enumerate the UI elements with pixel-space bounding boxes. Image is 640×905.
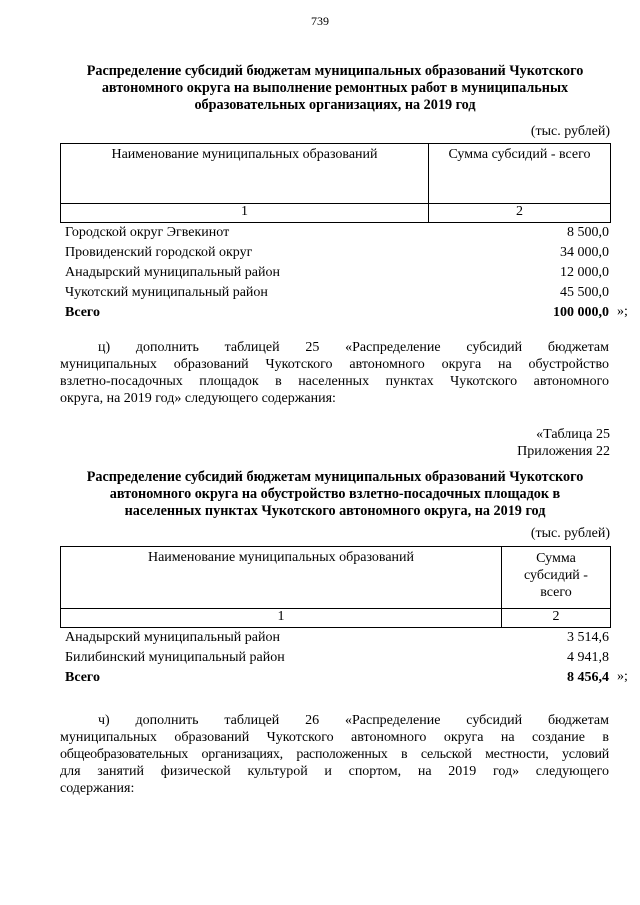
table2-col-number: 2: [502, 609, 611, 628]
table-ref-line: Приложения 22: [517, 444, 610, 459]
table-row: [60, 223, 611, 243]
row-value: 4 941,8: [567, 650, 609, 665]
table2-col-sum-header: [502, 547, 611, 609]
paragraph-line: муниципальных образований Чукотского автономного округа на создание в: [60, 730, 609, 745]
table1-end-mark: »;: [617, 304, 628, 319]
paragraph-line: содержания:: [60, 781, 135, 796]
table1-col-number: 2: [429, 204, 611, 223]
table2-end-mark: »;: [617, 669, 628, 684]
table1-col-number: 1: [61, 204, 429, 223]
total-label: Всего: [65, 305, 100, 320]
table2-title-line: населенных пунктах Чукотского автономного округа, на 2019 год: [124, 503, 546, 519]
table2-title-line: автономного округа на обустройство взлетно-посадочных площадок в: [109, 486, 561, 502]
total-value: 8 456,4: [567, 670, 609, 685]
table-row: [60, 648, 611, 668]
col-sum-line: Сумма: [536, 551, 576, 566]
page-number: 739: [311, 14, 329, 28]
paragraph-line: муниципальных образований Чукотского автономного округа на обустройство: [60, 357, 609, 372]
paragraph-line: ч) дополнить таблицей 26 «Распределение субсидий бюджетам: [98, 713, 609, 728]
table1-col-sum-header: Сумма субсидий - всего: [429, 144, 611, 204]
row-value: 12 000,0: [560, 265, 609, 280]
paragraph-line: для занятий физической культурой и спортом, на 2019 год» следующего: [60, 764, 609, 779]
table2-title-line: Распределение субсидий бюджетам муниципальных образований Чукотского: [86, 469, 584, 485]
table-row: [60, 283, 611, 303]
table1-title-line: Распределение субсидий бюджетам муниципальных образований Чукотского: [86, 63, 584, 79]
table2-body: [60, 628, 611, 688]
paragraph-line: общеобразовательных организациях, расположенных в сельской местности, условий: [60, 747, 609, 762]
table-row: [60, 243, 611, 263]
table1-title-line: образовательных организациях, на 2019 год: [194, 97, 476, 113]
row-name: Городской округ Эгвекинот: [65, 225, 230, 240]
table2-units: (тыс. рублей): [530, 526, 610, 541]
table1-body: [60, 223, 611, 323]
row-value: 8 500,0: [567, 225, 609, 240]
table-row: [60, 263, 611, 283]
table2-col-name-header: Наименование муниципальных образований: [61, 547, 502, 609]
row-name: Провиденский городской округ: [65, 245, 253, 260]
paragraph-c: [60, 339, 609, 407]
paragraph-line: округа, на 2019 год» следующего содержания:: [60, 391, 336, 406]
table2-col-number: 1: [61, 609, 502, 628]
total-row: [60, 303, 611, 323]
paragraph-line: взлетно-посадочных площадок в населенных пунктах Чукотского автономного: [60, 374, 609, 389]
table-row: [60, 628, 611, 648]
table-ref-line: «Таблица 25: [536, 427, 610, 442]
total-row: [60, 668, 611, 688]
row-name: Анадырский муниципальный район: [65, 630, 280, 645]
total-label: Всего: [65, 670, 100, 685]
col-sum-line: всего: [540, 585, 572, 600]
table1-units: (тыс. рублей): [530, 124, 610, 139]
row-value: 3 514,6: [567, 630, 609, 645]
paragraph-ch: [60, 712, 609, 797]
table1-title-line: автономного округа на выполнение ремонтных работ в муниципальных: [101, 80, 569, 96]
paragraph-line: ц) дополнить таблицей 25 «Распределение субсидий бюджетам: [98, 340, 609, 355]
row-name: Анадырский муниципальный район: [65, 265, 280, 280]
row-value: 45 500,0: [560, 285, 609, 300]
table1-col-name-header: Наименование муниципальных образований: [61, 144, 429, 204]
total-value: 100 000,0: [553, 305, 609, 320]
col-sum-line: субсидий -: [524, 568, 588, 583]
row-name: Чукотский муниципальный район: [65, 285, 268, 300]
table2-reference: [517, 426, 610, 460]
table2-title: [60, 469, 610, 520]
row-value: 34 000,0: [560, 245, 609, 260]
table2-header: [60, 546, 611, 628]
table1-header: [60, 143, 611, 223]
table1-title: [60, 63, 610, 114]
row-name: Билибинский муниципальный район: [65, 650, 285, 665]
